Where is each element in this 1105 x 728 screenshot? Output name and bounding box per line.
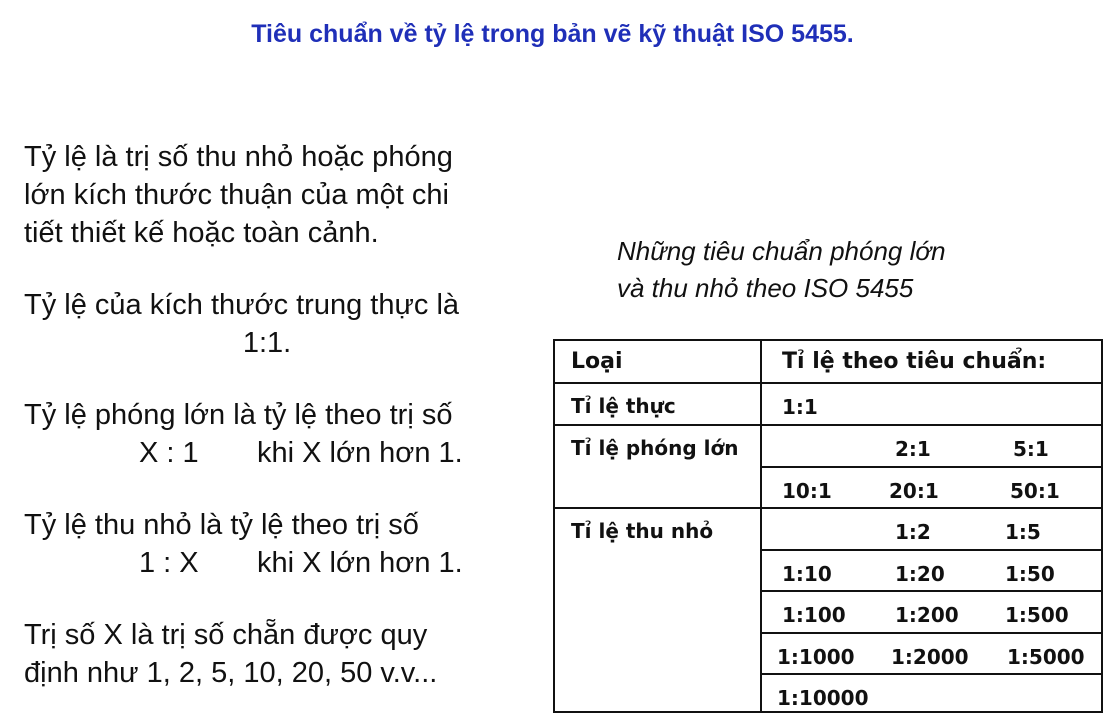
text-line: Tỷ lệ phóng lớn là tỷ lệ theo trị số <box>24 399 453 431</box>
header-standard-scale: Tỉ lệ theo tiêu chuẩn: <box>782 349 1047 374</box>
row-divider <box>760 466 1101 468</box>
table-cell: 1:5000 <box>1007 645 1085 669</box>
text-line: Tỷ lệ là trị số thu nhỏ hoặc phóng <box>24 141 453 173</box>
text-line: Trị số X là trị số chẵn được quy <box>24 619 428 651</box>
table-cell: 1:1 <box>782 395 818 419</box>
table-caption <box>617 233 1067 307</box>
column-divider <box>760 341 762 711</box>
condition: khi X lớn hơn 1. <box>257 547 463 579</box>
table-cell: 1:2000 <box>891 645 969 669</box>
formula: 1 : X <box>139 547 199 579</box>
table-cell: 1:100 <box>782 603 846 627</box>
table-cell: 1:10000 <box>777 686 869 710</box>
table-cell: 1:500 <box>1005 603 1069 627</box>
text-line: tiết thiết kế hoặc toàn cảnh. <box>24 217 379 249</box>
table-cell: 1:1000 <box>777 645 855 669</box>
caption-line: Những tiêu chuẩn phóng lớn <box>617 236 946 266</box>
row-divider <box>760 590 1101 592</box>
formula-line <box>24 547 463 579</box>
table-cell: 10:1 <box>782 479 832 503</box>
text-line: 1:1. <box>242 327 292 359</box>
condition: khi X lớn hơn 1. <box>257 437 463 469</box>
caption-line: và thu nhỏ theo ISO 5455 <box>617 273 914 303</box>
text-line: Tỷ lệ thu nhỏ là tỷ lệ theo trị số <box>24 509 419 541</box>
table-cell: 20:1 <box>889 479 939 503</box>
row-label-actual: Tỉ lệ thực <box>571 394 676 418</box>
row-divider <box>760 632 1101 634</box>
definitions-text <box>24 138 544 692</box>
x-values-paragraph <box>24 616 544 692</box>
table-cell: 1:50 <box>1005 562 1055 586</box>
table-cell: 1:5 <box>1005 520 1041 544</box>
table-cell: 1:10 <box>782 562 832 586</box>
row-divider <box>760 549 1101 551</box>
true-scale-paragraph <box>24 286 544 362</box>
text-line: Tỷ lệ của kích thước trung thực là <box>24 289 460 321</box>
page-title: Tiêu chuẩn về tỷ lệ trong bản vẽ kỹ thuật ISO 5455. <box>251 20 854 48</box>
table-cell: 2:1 <box>895 437 931 461</box>
row-divider <box>760 673 1101 675</box>
row-label-reduce: Tỉ lệ thu nhỏ <box>571 519 714 543</box>
table-cell: 1:200 <box>895 603 959 627</box>
row-divider <box>555 382 1101 384</box>
table-cell: 1:20 <box>895 562 945 586</box>
scale-table <box>553 339 1103 713</box>
row-divider <box>555 424 1101 426</box>
definition-paragraph <box>24 138 544 252</box>
text-line: lớn kích thước thuận của một chi <box>24 179 449 211</box>
text-line: định như 1, 2, 5, 10, 20, 50 v.v... <box>24 657 438 689</box>
header-type: Loại <box>571 349 623 374</box>
table-cell: 50:1 <box>1010 479 1060 503</box>
row-label-enlarge: Tỉ lệ phóng lớn <box>571 436 739 460</box>
row-divider <box>555 507 1101 509</box>
formula: X : 1 <box>139 437 199 469</box>
table-cell: 1:2 <box>895 520 931 544</box>
table-cell: 5:1 <box>1013 437 1049 461</box>
formula-line <box>24 437 463 469</box>
enlargement-paragraph <box>24 396 544 472</box>
reduction-paragraph <box>24 506 544 582</box>
